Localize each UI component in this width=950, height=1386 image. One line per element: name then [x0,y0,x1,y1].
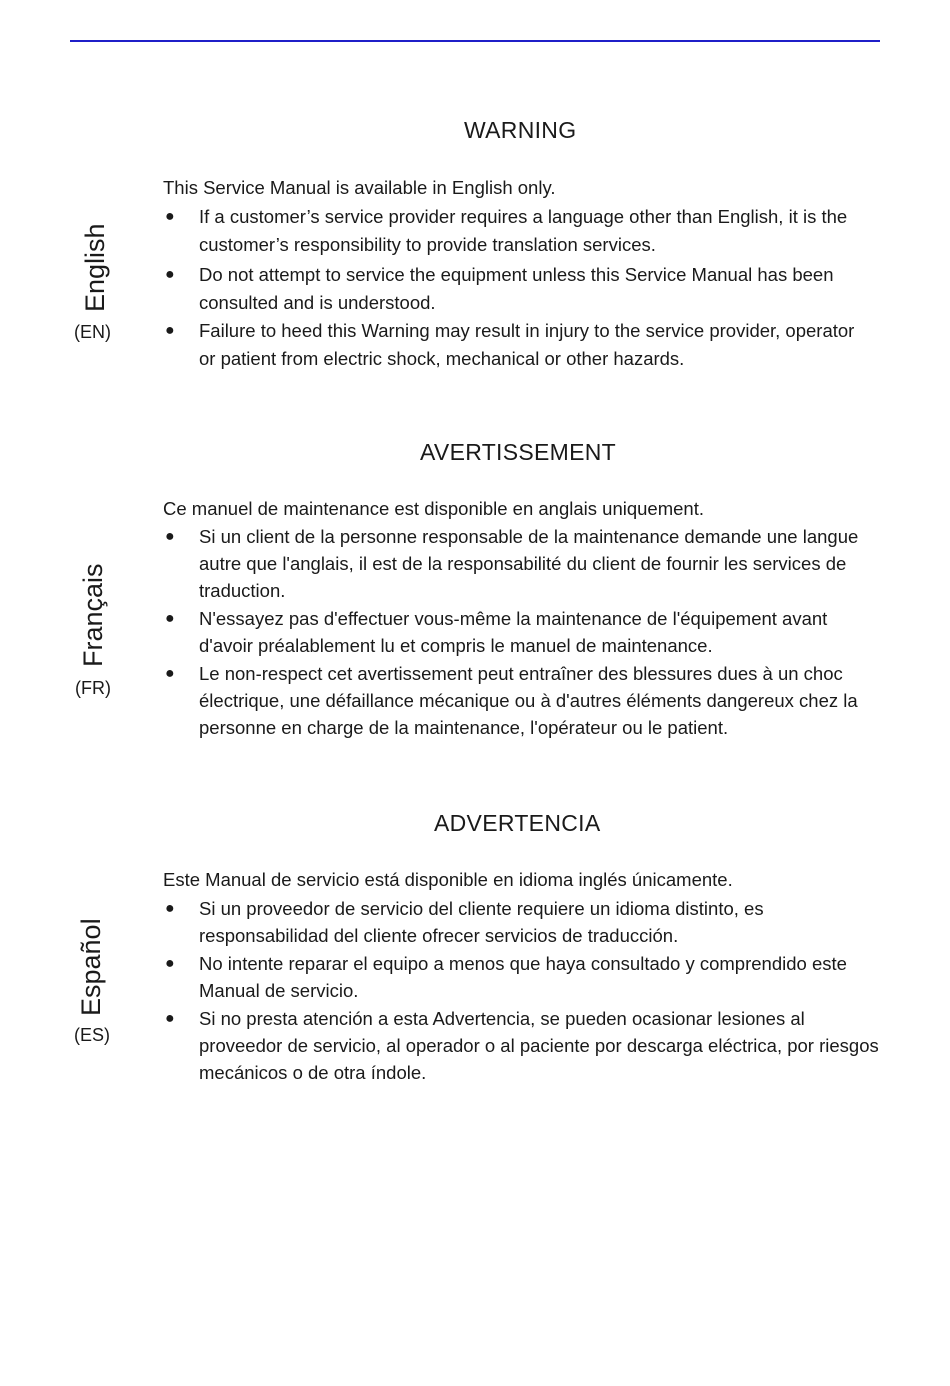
bullet-icon: ● [165,610,175,627]
bullet-icon: ● [165,266,175,283]
bullet-icon: ● [165,900,175,917]
language-label-spanish: Español [76,918,106,1016]
list-item: ● If a customer’s service provider requires a language other than English, it is the customer’s responsibility to provide translation services. [163,203,875,258]
list-item: ● Si un client de la personne responsable de la maintenance demande une langue autre que l'anglais, il est de la responsabilité du client de fournir les services de traduction. [163,523,873,604]
intro-text-fr: Ce manuel de maintenance est disponible en anglais uniquement. [163,498,704,519]
language-code-fr: (FR) [75,678,111,698]
list-item: ● Si no presta atención a esta Advertencia, se pueden ocasionar lesiones al proveedor de servicio, al operador o al paciente por descarga eléctrica, por riesgos mecánicos o de otra índole. [163,1005,883,1086]
section-title-warning: WARNING [464,117,577,143]
language-label-french: Français [78,563,108,667]
list-item: ● Failure to heed this Warning may result in injury to the service provider, operator or patient from electric shock, mechanical or other hazards. [163,317,875,372]
list-item: ● N'essayez pas d'effectuer vous-même la maintenance de l'équipement avant d'avoir préalablement lu et compris le manuel de maintenance. [163,605,873,659]
list-item: ● Do not attempt to service the equipment unless this Service Manual has been consulted and is understood. [163,261,875,316]
list-item: ● Le non-respect cet avertissement peut entraîner des blessures dues à un choc électrique, une défaillance mécanique ou à d'autres éléments dangereux chez la personne en charge de la maintenance, l'opérateur ou le patient. [163,660,873,741]
intro-text-es: Este Manual de servicio está disponible en idioma inglés únicamente. [163,869,733,890]
section-title-avertissement: AVERTISSEMENT [420,439,617,465]
language-code-es: (ES) [74,1025,110,1045]
list-item: ● Si un proveedor de servicio del cliente requiere un idioma distinto, es responsabilidad del cliente ofrecer servicios de traducción. [163,895,883,949]
language-label-english: English [80,223,110,312]
bullet-icon: ● [165,208,175,225]
bullet-icon: ● [165,1010,175,1027]
language-code-en: (EN) [74,322,111,342]
list-item: ● No intente reparar el equipo a menos que haya consultado y comprendido este Manual de servicio. [163,950,883,1004]
header-rule [70,40,880,42]
bullet-icon: ● [165,322,175,339]
bullet-list-fr [163,523,873,741]
intro-text-en: This Service Manual is available in English only. [163,177,556,198]
bullet-icon: ● [165,665,175,682]
section-title-advertencia: ADVERTENCIA [434,810,601,836]
bullet-icon: ● [165,528,175,545]
bullet-icon: ● [165,955,175,972]
bullet-list-en [163,203,875,372]
bullet-list-es [163,895,883,1086]
